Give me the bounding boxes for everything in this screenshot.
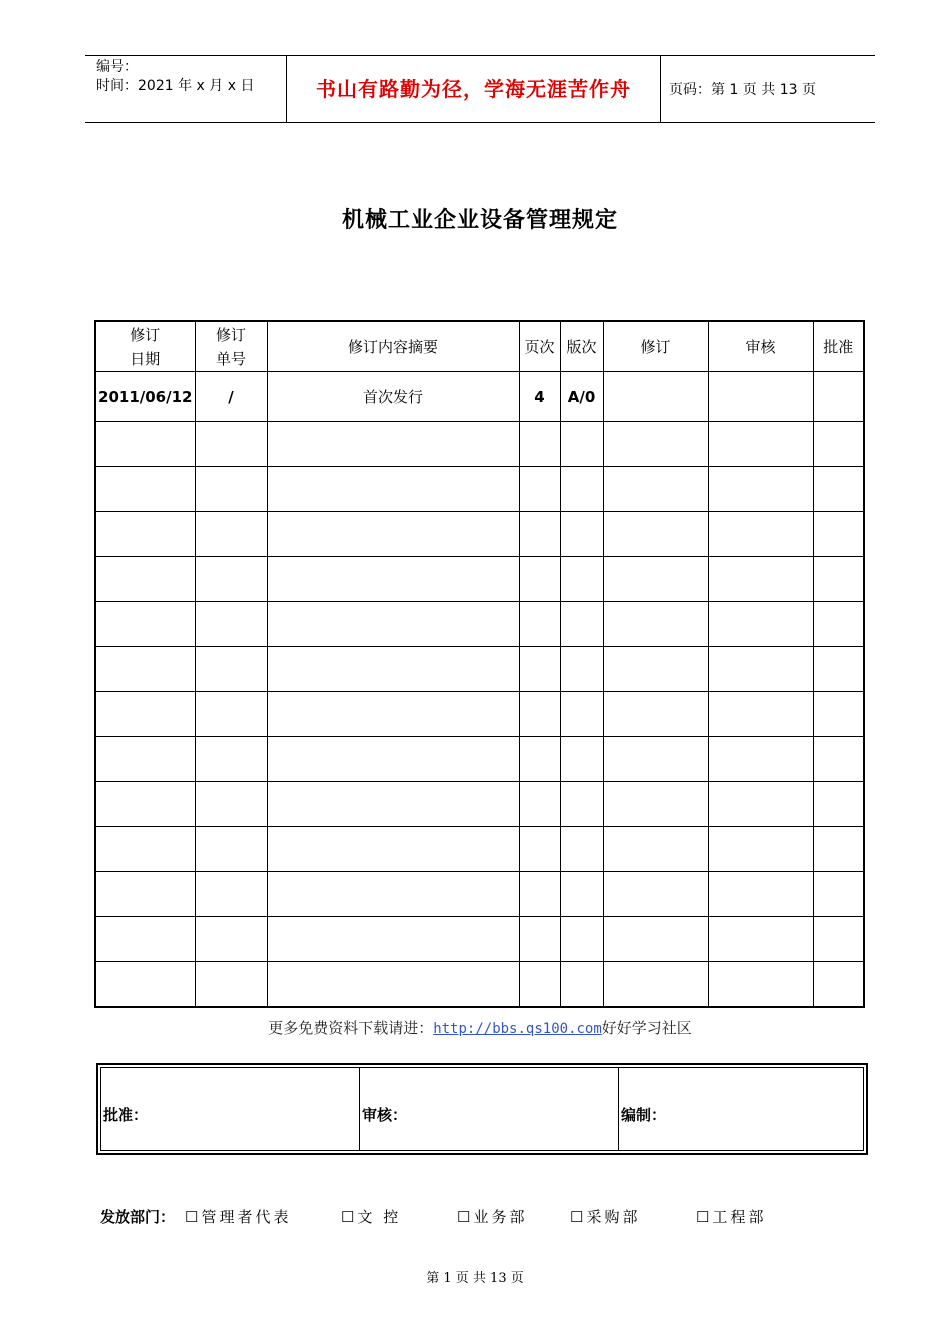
table-cell bbox=[267, 962, 519, 1008]
header-revise: 修订 bbox=[603, 321, 708, 372]
table-row bbox=[95, 647, 864, 692]
header-review: 审核 bbox=[708, 321, 813, 372]
cell-version: A/0 bbox=[560, 372, 603, 422]
cell-order-no: / bbox=[195, 372, 267, 422]
dist-option-document-control[interactable]: ☐文 控 bbox=[341, 1208, 402, 1226]
table-cell bbox=[603, 512, 708, 557]
table-cell bbox=[560, 467, 603, 512]
distribution-line bbox=[100, 1206, 767, 1227]
table-row bbox=[95, 692, 864, 737]
table-cell bbox=[519, 962, 560, 1008]
table-row bbox=[95, 557, 864, 602]
table-cell bbox=[95, 467, 195, 512]
table-cell bbox=[195, 647, 267, 692]
table-row bbox=[95, 422, 864, 467]
header-page: 页次 bbox=[519, 321, 560, 372]
table-cell bbox=[560, 827, 603, 872]
table-row bbox=[95, 737, 864, 782]
table-cell bbox=[708, 557, 813, 602]
table-cell bbox=[603, 737, 708, 782]
table-cell bbox=[708, 782, 813, 827]
header-date bbox=[95, 321, 195, 372]
dist-option-engineering[interactable]: ☐工程部 bbox=[696, 1208, 767, 1226]
table-cell bbox=[708, 602, 813, 647]
table-cell bbox=[560, 692, 603, 737]
table-cell bbox=[813, 422, 864, 467]
table-cell bbox=[519, 737, 560, 782]
table-cell bbox=[95, 692, 195, 737]
header-motto: 书山有路勤为径，学海无涯苦作舟 bbox=[316, 77, 631, 101]
document-title: 机械工业企业设备管理规定 bbox=[341, 207, 618, 233]
table-cell bbox=[95, 782, 195, 827]
table-cell bbox=[603, 602, 708, 647]
table-cell bbox=[195, 512, 267, 557]
table-cell bbox=[267, 872, 519, 917]
header-bottom-rule bbox=[85, 122, 875, 123]
table-cell bbox=[813, 467, 864, 512]
table-cell bbox=[813, 512, 864, 557]
header-time-label: 时间：2021 年 x 月 x 日 bbox=[96, 78, 255, 94]
table-cell bbox=[267, 827, 519, 872]
table-cell bbox=[519, 917, 560, 962]
table-row bbox=[95, 872, 864, 917]
table-cell bbox=[560, 557, 603, 602]
table-row bbox=[95, 827, 864, 872]
cell-date-text: 2011/06/12 bbox=[98, 387, 193, 406]
table-cell bbox=[95, 557, 195, 602]
table-row bbox=[95, 602, 864, 647]
table-cell bbox=[267, 422, 519, 467]
table-row bbox=[95, 372, 864, 422]
table-cell bbox=[708, 647, 813, 692]
table-row bbox=[95, 782, 864, 827]
header-order-no bbox=[195, 321, 267, 372]
table-cell bbox=[519, 692, 560, 737]
cell-date bbox=[95, 372, 195, 422]
table-cell bbox=[603, 557, 708, 602]
signoff-review-label: 审核： bbox=[362, 1106, 408, 1124]
table-cell bbox=[813, 917, 864, 962]
cell-approve bbox=[813, 372, 864, 422]
table-cell bbox=[708, 737, 813, 782]
header-page-label: 页码：第 1 页 共 13 页 bbox=[669, 82, 816, 98]
table-cell bbox=[195, 782, 267, 827]
table-cell bbox=[560, 917, 603, 962]
table-cell bbox=[95, 422, 195, 467]
table-cell bbox=[813, 692, 864, 737]
table-cell bbox=[195, 872, 267, 917]
table-cell bbox=[560, 512, 603, 557]
table-cell bbox=[603, 827, 708, 872]
cell-review bbox=[708, 372, 813, 422]
revision-table bbox=[94, 320, 865, 1008]
table-cell bbox=[560, 872, 603, 917]
table-cell bbox=[560, 422, 603, 467]
signoff-approve-cell bbox=[101, 1068, 360, 1150]
table-cell bbox=[267, 737, 519, 782]
table-cell bbox=[267, 917, 519, 962]
table-cell bbox=[519, 512, 560, 557]
table-cell bbox=[519, 557, 560, 602]
table-cell bbox=[95, 827, 195, 872]
table-cell bbox=[95, 737, 195, 782]
table-cell bbox=[603, 962, 708, 1008]
table-cell bbox=[95, 512, 195, 557]
table-cell bbox=[708, 512, 813, 557]
table-cell bbox=[267, 512, 519, 557]
table-cell bbox=[195, 827, 267, 872]
signoff-box bbox=[96, 1063, 868, 1155]
table-cell bbox=[519, 422, 560, 467]
table-cell bbox=[813, 602, 864, 647]
table-row bbox=[95, 512, 864, 557]
cell-summary: 首次发行 bbox=[267, 372, 519, 422]
table-cell bbox=[195, 692, 267, 737]
table-cell bbox=[519, 467, 560, 512]
header-approve: 批准 bbox=[813, 321, 864, 372]
signoff-prepare-label: 编制： bbox=[621, 1106, 667, 1124]
table-cell bbox=[519, 647, 560, 692]
table-cell bbox=[813, 827, 864, 872]
table-row bbox=[95, 962, 864, 1008]
table-cell bbox=[708, 872, 813, 917]
table-cell bbox=[195, 917, 267, 962]
table-cell bbox=[560, 647, 603, 692]
table-cell bbox=[267, 602, 519, 647]
download-footnote bbox=[0, 1017, 950, 1038]
header-date-line2: 日期 bbox=[130, 349, 161, 368]
header-top-rule bbox=[85, 55, 875, 56]
table-cell bbox=[813, 782, 864, 827]
dist-option-purchasing[interactable]: ☐采购部 bbox=[570, 1208, 641, 1226]
table-cell bbox=[813, 647, 864, 692]
table-cell bbox=[95, 647, 195, 692]
table-cell bbox=[267, 557, 519, 602]
table-cell bbox=[195, 737, 267, 782]
table-cell bbox=[195, 557, 267, 602]
table-cell bbox=[195, 422, 267, 467]
table-cell bbox=[813, 737, 864, 782]
table-cell bbox=[603, 782, 708, 827]
table-cell bbox=[519, 602, 560, 647]
header-version: 版次 bbox=[560, 321, 603, 372]
footnote-prefix: 更多免费资料下载请进： bbox=[268, 1019, 434, 1037]
page-footer: 第 1 页 共 13 页 bbox=[426, 1271, 524, 1286]
table-cell bbox=[519, 782, 560, 827]
table-cell bbox=[195, 602, 267, 647]
table-cell bbox=[95, 602, 195, 647]
table-cell bbox=[813, 962, 864, 1008]
table-cell bbox=[708, 962, 813, 1008]
table-header-row bbox=[95, 321, 864, 372]
table-cell bbox=[603, 647, 708, 692]
distribution-label: 发放部门： bbox=[100, 1208, 176, 1226]
table-cell bbox=[95, 872, 195, 917]
dist-option-sales[interactable]: ☐业务部 bbox=[457, 1208, 528, 1226]
signoff-approve-label: 批准： bbox=[103, 1106, 149, 1124]
table-cell bbox=[603, 872, 708, 917]
table-cell bbox=[603, 467, 708, 512]
table-cell bbox=[708, 827, 813, 872]
dist-option-management-rep[interactable]: ☐管理者代表 bbox=[185, 1208, 292, 1226]
table-cell bbox=[708, 422, 813, 467]
table-cell bbox=[95, 962, 195, 1008]
table-cell bbox=[708, 467, 813, 512]
table-cell bbox=[519, 872, 560, 917]
table-cell bbox=[195, 467, 267, 512]
table-cell bbox=[813, 557, 864, 602]
header-no-line1: 修订 bbox=[215, 325, 246, 344]
header-divider bbox=[660, 55, 661, 122]
table-cell bbox=[708, 917, 813, 962]
table-cell bbox=[603, 917, 708, 962]
table-cell bbox=[95, 917, 195, 962]
table-row bbox=[95, 917, 864, 962]
table-cell bbox=[560, 782, 603, 827]
table-cell bbox=[560, 602, 603, 647]
signoff-review-cell bbox=[359, 1068, 619, 1150]
header-summary: 修订内容摘要 bbox=[267, 321, 519, 372]
header-date-line1: 修订 bbox=[130, 325, 161, 344]
table-cell bbox=[603, 422, 708, 467]
table-cell bbox=[708, 692, 813, 737]
header-number-label: 编号： bbox=[96, 59, 138, 75]
table-row bbox=[95, 467, 864, 512]
signoff-prepare-cell bbox=[618, 1068, 863, 1150]
table-cell bbox=[560, 962, 603, 1008]
table-cell bbox=[519, 827, 560, 872]
footnote-suffix: 好好学习社区 bbox=[601, 1019, 692, 1037]
table-cell bbox=[813, 872, 864, 917]
header-no-line2: 单号 bbox=[215, 349, 246, 368]
cell-page: 4 bbox=[519, 372, 560, 422]
table-cell bbox=[195, 962, 267, 1008]
table-cell bbox=[267, 782, 519, 827]
table-cell bbox=[267, 647, 519, 692]
table-cell bbox=[603, 692, 708, 737]
cell-revise bbox=[603, 372, 708, 422]
table-cell bbox=[267, 467, 519, 512]
footnote-link[interactable]: http://bbs.qs100.com bbox=[433, 1021, 602, 1037]
table-cell bbox=[560, 737, 603, 782]
table-cell bbox=[267, 692, 519, 737]
